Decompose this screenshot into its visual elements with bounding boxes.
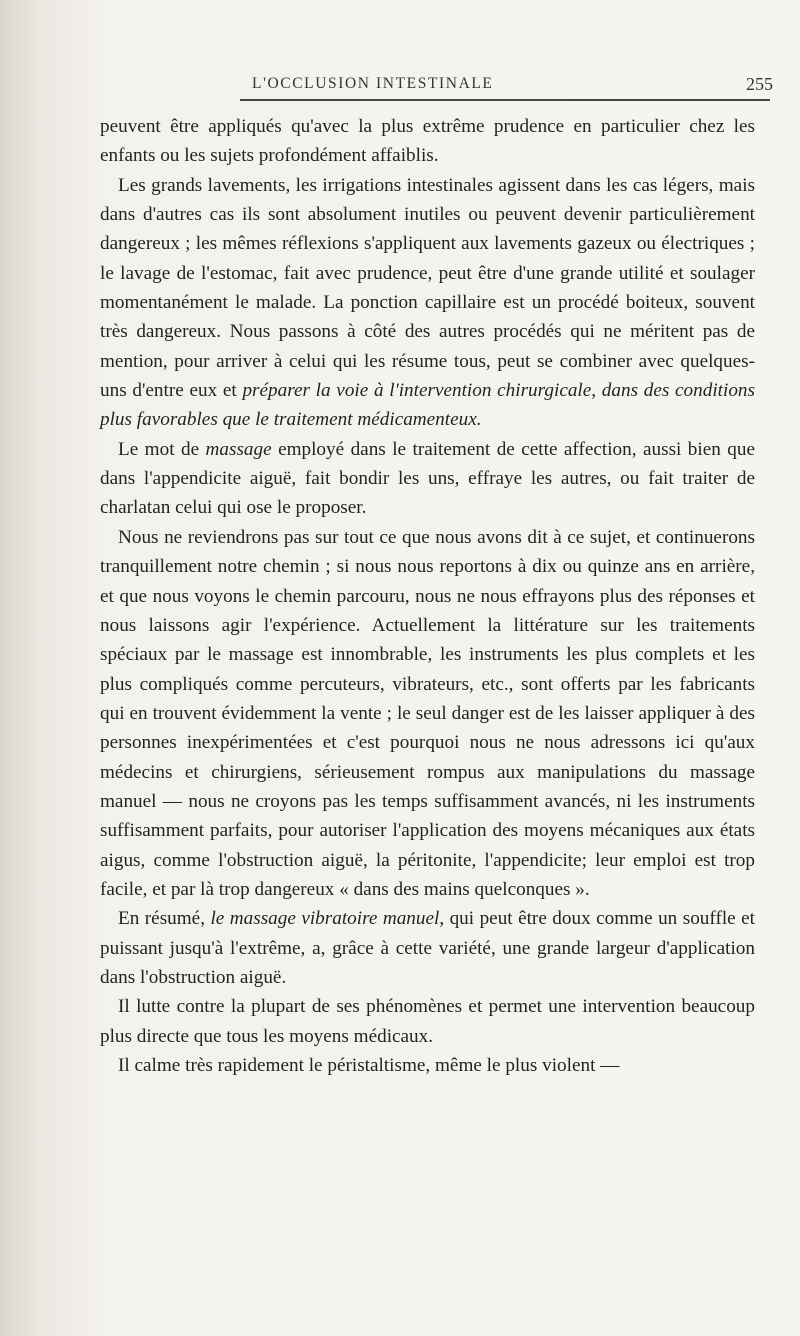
text-run: , qui peut être doux comme un souffle et puissant jusqu'à l'extrême, a, grâce à cette variété, une grande largeur d'application dans l'obstruction aiguë.	[100, 908, 755, 988]
text-run: employé dans le traitement de cette affection, aussi bien que dans l'appendicite aiguë, fait bondir les uns, effraye les autres, ou fait traiter de charlatan celui qui ose le proposer.	[100, 438, 755, 519]
text-run: peuvent être appliqués qu'avec la plus extrême prudence en particulier chez les enfants ou les sujets profondément affaiblis.	[100, 116, 755, 167]
italic-run: massage	[205, 438, 272, 460]
paragraph	[100, 112, 755, 171]
header-rule	[240, 99, 770, 101]
text-run: Il calme très rapidement le péristaltisme, même le plus violent —	[118, 1055, 620, 1076]
page-number: 255	[746, 74, 773, 94]
paragraph	[100, 992, 755, 1051]
running-title: L'OCCLUSION INTESTINALE	[252, 75, 494, 92]
text-run: Nous ne reviendrons pas sur tout ce que nous avons dit à ce sujet, et continuerons tranquillement notre chemin ; si nous nous reportons à dix ou quinze ans en arrière, et que nous voyons le chemin parcouru, nous ne nous effrayons plus des réponses et nous laissons agir l'expérience. Actuellement la littérature sur les traitements spéciaux par le massage est innombrable, les instruments les plus complets et les plus compliqués comme percuteurs, vibrateurs, etc., sont offerts par les fabricants qui en trouvent évidemment la vente ; le seul danger est de les laisser appliquer à des personnes inexpérimentées et c'est pourquoi nous ne nous adressons ici qu'aux médecins et chirurgiens, sérieusement rompus aux manipulations du massage manuel — nous ne croyons pas les temps suffisamment avancés, ni les instruments suffisamment parfaits, pour autoriser l'application des moyens mécaniques aux états aigus, comme l'obstruction aiguë, la péritonite, l'appendicite; leur emploi est trop facile, et par là trop dangereux « dans des mains quelconques ».	[100, 526, 755, 900]
paragraph	[100, 171, 755, 435]
italic-run: préparer la voie à l'intervention chirurgicale, dans des conditions plus favorables que le traitement médicamenteux.	[100, 380, 755, 431]
italic-run: le massage vibratoire manuel	[210, 908, 440, 930]
paragraph	[100, 435, 755, 523]
text-run: Le mot de	[118, 438, 206, 460]
paragraph	[100, 1051, 755, 1080]
paragraph	[100, 904, 755, 992]
text-run: En résumé,	[118, 908, 211, 930]
paragraph	[100, 523, 755, 904]
text-run: Les grands lavements, les irrigations intestinales agissent dans les cas légers, mais dans d'autres cas ils sont absolument inutiles ou peuvent devenir particulièrement dangereux ; les mêmes réflexions s'appliquent aux lavements gazeux ou électriques ; le lavage de l'estomac, fait avec prudence, peut être d'une grande utilité et soulager momentanément le malade. La ponction capillaire est un procédé boiteux, souvent très dangereux. Nous passons à côté des autres procédés qui ne méritent pas de mention, pour arriver à celui qui les résume tous, peut se combiner avec quelques-uns d'entre eux et	[100, 174, 755, 402]
body-text	[100, 112, 755, 1080]
text-run: Il lutte contre la plupart de ses phénomènes et permet une intervention beaucoup plus directe que tous les moyens médicaux.	[100, 996, 755, 1047]
